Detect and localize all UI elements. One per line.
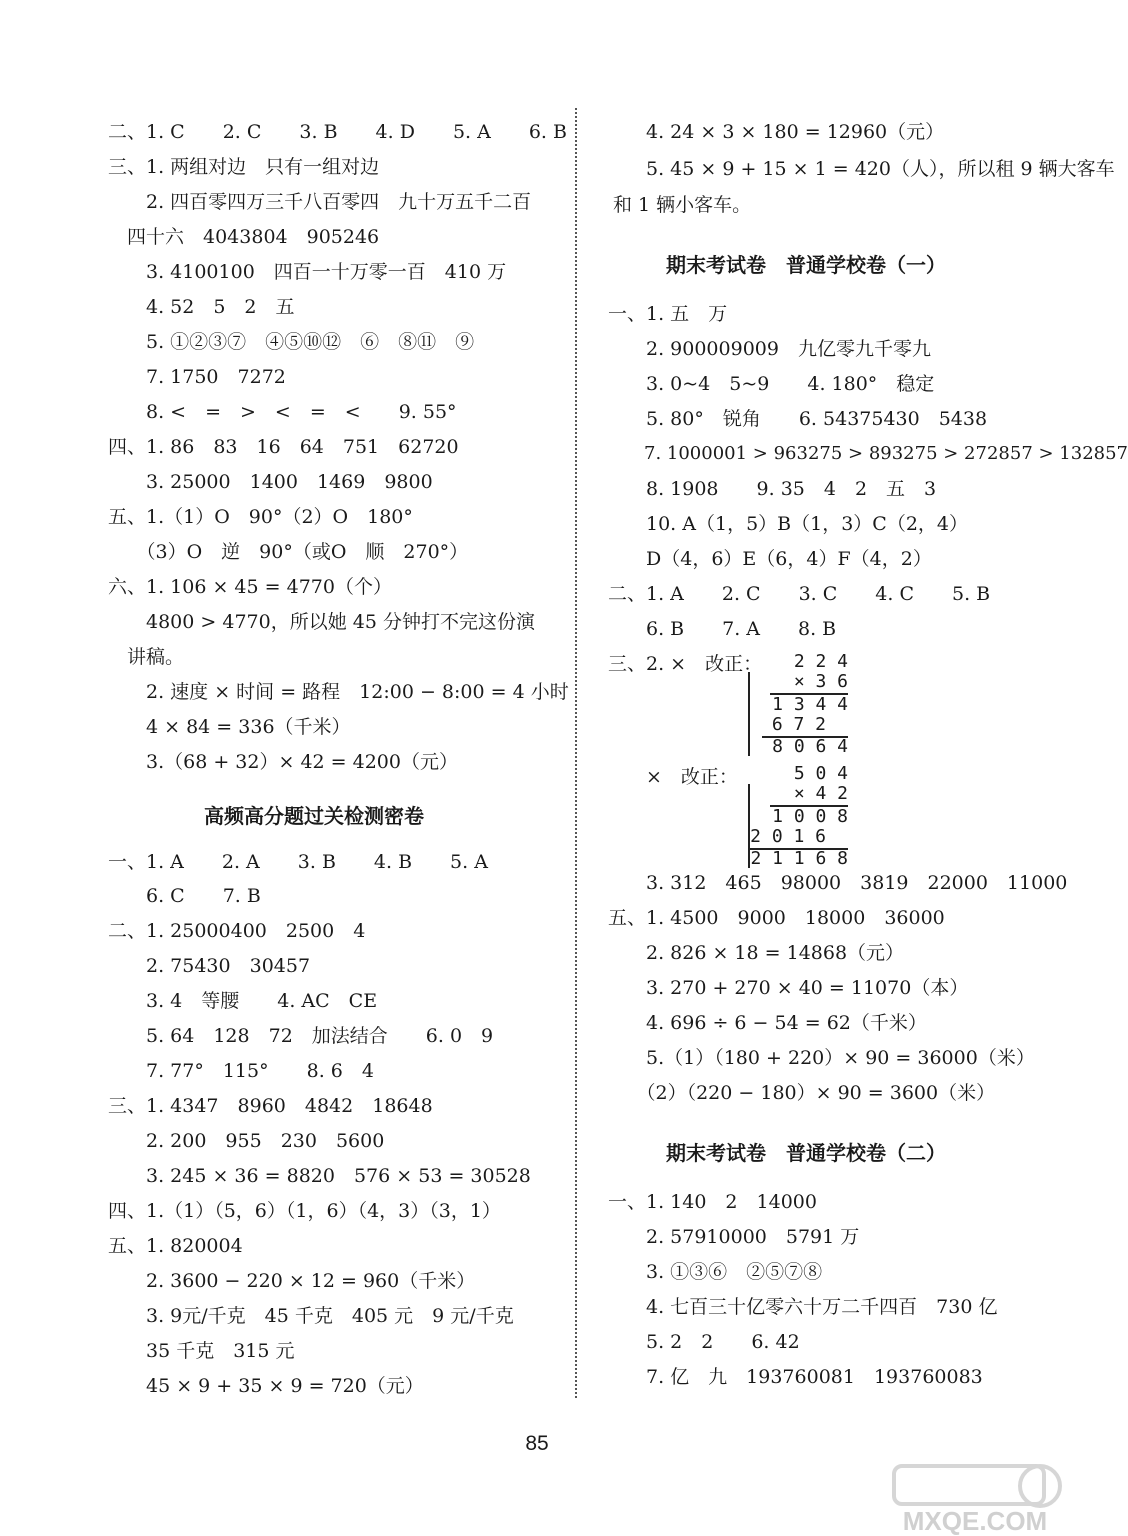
section-title: 高频高分题过关检测密卷 (204, 804, 424, 828)
answer-line: 3. 25000 1400 1469 9800 (108, 471, 433, 493)
answer-line: 三、1. 4347 8960 4842 18648 (108, 1095, 433, 1117)
answer-line: 四十六 4043804 905246 (108, 226, 380, 248)
answer-line: 五、1. 820004 (108, 1235, 243, 1257)
answer-line: 7. 1750 7272 (108, 366, 286, 388)
answer-line: 4800 > 4770，所以她 45 分钟打不完这份演 (108, 611, 535, 633)
answer-line: 10. A（1，5）B（1，3）C（2，4） (608, 513, 969, 535)
answer-line: 3.（68 + 32）× 42 = 4200（元） (108, 751, 458, 773)
answer-line: 4 × 84 = 336（千米） (108, 716, 351, 738)
answer-line: 4. 七百三十亿零六十万二千四百 730 亿 (608, 1296, 998, 1318)
answer-line: 4. 24 × 3 × 180 = 12960（元） (608, 121, 945, 143)
calc-line (748, 672, 750, 756)
answer-line: 2. 900009009 九亿零九千零九 (608, 338, 931, 360)
calc-partial: 2 0 1 6 (750, 826, 826, 847)
answer-line: 3. 312 465 98000 3819 22000 11000 (608, 872, 1068, 894)
answer-line: 8. 1908 9. 35 4 2 五 3 (608, 478, 937, 500)
answer-line: 5. 2 2 6. 42 (608, 1331, 800, 1353)
vertical-multiplication (740, 652, 860, 757)
answer-line: 5. 80° 锐角 6. 54375430 5438 (608, 408, 988, 430)
answer-line: 7. 77° 115° 8. 6 4 (108, 1060, 374, 1082)
answer-line: 5. ①②③⑦ ④⑤⑩⑫ ⑥ ⑧⑪ ⑨ (108, 331, 475, 353)
answer-line: 3. 0~4 5~9 4. 180° 稳定 (608, 373, 935, 395)
answer-line: 5. 64 128 72 加法结合 6. 0 9 (108, 1025, 494, 1047)
calc-partial: 6 7 2 (771, 714, 826, 735)
page-number: 85 (525, 1432, 549, 1455)
calc-partial: 1 3 4 4 (772, 694, 848, 715)
answer-line: 讲稿。 (108, 646, 185, 668)
section-title: 期末考试卷 普通学校卷（一） (666, 253, 946, 277)
answer-line: 3. 4 等腰 4. AC CE (108, 990, 378, 1012)
answer-line: 2. 四百零四万三千八百零四 九十万五千二百 (108, 191, 532, 213)
answer-line: 35 千克 315 元 (108, 1340, 295, 1362)
answer-line: 3. 270 + 270 × 40 = 11070（本） (608, 977, 969, 999)
answer-line: 3. 245 × 36 = 8820 576 × 53 = 30528 (108, 1165, 531, 1187)
answer-line: 六、1. 106 × 45 = 4770（个） (108, 576, 392, 598)
watermark-text: MXQE.COM (902, 1506, 1048, 1536)
answer-line: 一、1. 五 万 (608, 303, 728, 325)
answer-line: 2. 826 × 18 = 14868（元） (608, 942, 905, 964)
calc-multiplicand: 5 0 4 (793, 763, 848, 784)
section-title: 期末考试卷 普通学校卷（二） (666, 1141, 946, 1165)
answer-line: 3. 9元/千克 45 千克 405 元 9 元/千克 (108, 1305, 514, 1327)
answer-line: 一、1. A 2. A 3. B 4. B 5. A (108, 851, 488, 873)
answer-line: 3. ①③⑥ ②⑤⑦⑧ (608, 1261, 823, 1283)
answer-line: 四、1.（1）（5，6）（1，6）（4，3）（3，1） (108, 1200, 501, 1222)
answer-line: 6. B 7. A 8. B (608, 618, 837, 640)
calc-multiplier: × 4 2 (793, 783, 848, 804)
answer-line: 三、1. 两组对边 只有一组对边 (108, 156, 380, 178)
answer-line: 五、1. 4500 9000 18000 36000 (608, 907, 945, 929)
correction-label: 三、2. × 改正： (608, 653, 763, 675)
calc-result: 2 1 1 6 8 (750, 848, 848, 869)
calc-multiplicand: 2 2 4 (793, 651, 848, 672)
answer-line: 45 × 9 + 35 × 9 = 720（元） (108, 1375, 424, 1397)
column-divider (575, 108, 577, 1398)
answer-line: 4. 52 5 2 五 (108, 296, 295, 318)
answer-line: 3. 4100100 四百一十万零一百 410 万 (108, 261, 507, 283)
answer-line: 8. < = > < = < 9. 55° (108, 401, 457, 423)
answer-line: 2. 200 955 230 5600 (108, 1130, 385, 1152)
answer-line: 4. 696 ÷ 6 − 54 = 62（千米） (608, 1012, 927, 1034)
calc-partial: 1 0 0 8 (772, 806, 848, 827)
vertical-multiplication (740, 764, 860, 869)
answer-line: 2. 75430 30457 (108, 955, 311, 977)
answer-line: 五、1.（1）O 90°（2）O 180° (108, 506, 413, 528)
answer-line: D（4，6）E（6，4）F（4，2） (608, 548, 932, 570)
answer-line: 5.（1）（180 + 220）× 90 = 36000（米） (608, 1047, 1035, 1069)
answer-line: 2. 57910000 5791 万 (608, 1226, 860, 1248)
calc-multiplier: × 3 6 (793, 671, 848, 692)
answer-line: （3）O 逆 90°（或O 顺 270°） (108, 541, 469, 563)
answer-line: 5. 45 × 9 + 15 × 1 = 420（人），所以租 9 辆大客车 (608, 158, 1115, 180)
answer-line: 四、1. 86 83 16 64 751 62720 (108, 436, 459, 458)
calc-result: 8 0 6 4 (772, 736, 848, 757)
correction-label: × 改正： (608, 766, 738, 788)
watermark-logo-icon (880, 1462, 1070, 1536)
answer-line: 2. 速度 × 时间 = 路程 12:00 − 8:00 = 4 小时 (108, 681, 569, 703)
answer-line: 一、1. 140 2 14000 (608, 1191, 817, 1213)
answer-line: 二、1. A 2. C 3. C 4. C 5. B (608, 583, 991, 605)
answer-line: 和 1 辆小客车。 (613, 194, 752, 216)
answer-line: 6. C 7. B (108, 885, 261, 907)
answer-line: 二、1. C 2. C 3. B 4. D 5. A 6. B (108, 121, 567, 143)
answer-line: 二、1. 25000400 2500 4 (108, 920, 366, 942)
answer-line: （2）（220 − 180）× 90 = 3600（米） (608, 1082, 996, 1104)
answer-line: 7. 1000001 > 963275 > 893275 > 272857 > 132857 (608, 443, 1128, 464)
answer-line: 2. 3600 − 220 × 12 = 960（千米） (108, 1270, 476, 1292)
answer-line: 7. 亿 九 193760081 193760083 (608, 1366, 983, 1388)
